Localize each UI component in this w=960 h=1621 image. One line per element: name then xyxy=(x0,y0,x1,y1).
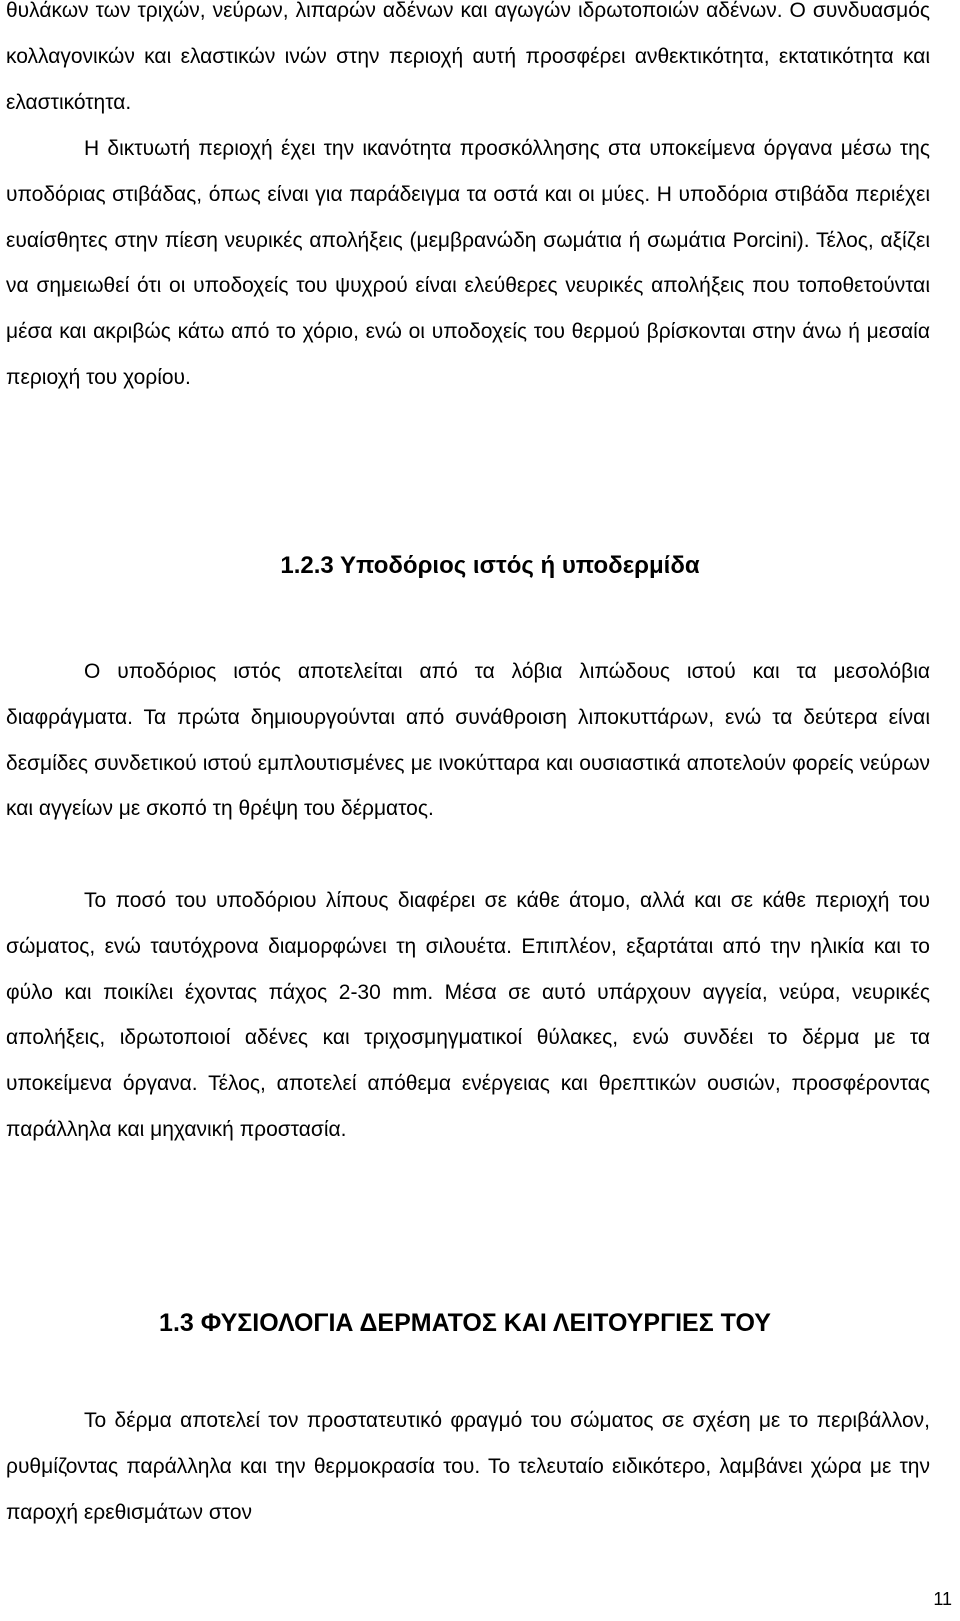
skin-physiology-paragraph: Το δέρμα αποτελεί τον προστατευτικό φραγμό του σώματος σε σχέση με το περιβάλλον, ρυθμίζοντας παράλληλα και την θερμοκρασία του. Το τελευταίο ειδικότερο, λαμβάνει χώρα με την παροχή ερεθισμάτων στον xyxy=(6,1409,930,1524)
section-heading-1-2-3: 1.2.3 Υποδόριος ιστός ή υποδερμίδα xyxy=(280,552,700,579)
subcutaneous-paragraph-2: Το ποσό του υποδόριου λίπους διαφέρει σε κάθε άτομο, αλλά και σε κάθε περιοχή του σώματος, ενώ ταυτόχρονα διαμορφώνει τη σιλουέτα. Επιπλέον, εξαρτάται από την ηλικία και το φύλο και ποικίλει έχοντας πάχος 2-30 mm. Μέσα σε αυτό υπάρχουν αγγεία, νεύρα, νευρικές απολήξεις, ιδρωτοποιοί αδένες και τριχοσμηγματικοί θύλακες, ενώ συνδέει το δέρμα με τα υποκείμενα όργανα. Τέλος, αποτελεί απόθεμα ενέργειας και θρεπτικών ουσιών, προσφέροντας παράλληλα και μηχανική προστασία. xyxy=(6,889,930,1141)
reticular-region-paragraph: Η δικτυωτή περιοχή έχει την ικανότητα προσκόλλησης στα υποκείμενα όργανα μέσω της υποδόριας στιβάδας, όπως είναι για παράδειγμα τα οστά και οι μύες. Η υποδόρια στιβάδα περιέχει ευαίσθητες στην πίεση νευρικές απολήξεις (μεμβρανώδη σωμάτια ή σωμάτια Porcini). Τέλος, αξίζει να σημειωθεί ότι οι υποδοχείς του ψυχρού είναι ελεύθερες νευρικές απολήξεις που τοποθετούνται μέσα και ακριβώς κάτω από το χόριο, ενώ οι υποδοχείς του θερμού βρίσκονται στην άνω ή μεσαία περιοχή του χορίου. xyxy=(6,137,930,389)
subcutaneous-paragraph-1: Ο υποδόριος ιστός αποτελείται από τα λόβια λιπώδους ιστού και τα μεσολόβια διαφράγματα. Τα πρώτα δημιουργούνται από συνάθροιση λιποκυττάρων, ενώ τα δεύτερα είναι δεσμίδες συνδετικού ιστού εμπλουτισμένες με ινοκύτταρα και ουσιαστικά αποτελούν φορείς νεύρων και αγγείων με σκοπό τη θρέψη του δέρματος. xyxy=(6,660,930,821)
page-number: 11 xyxy=(933,1589,952,1609)
continued-paragraph: θυλάκων των τριχών, νεύρων, λιπαρών αδένων και αγωγών ιδρωτοποιών αδένων. Ο συνδυασμός κολλαγονικών και ελαστικών ινών στην περιοχή αυτή προσφέρει ανθεκτικότητα, εκτατικότητα και ελαστικότητα. xyxy=(6,0,930,114)
section-heading-1-3: 1.3 ΦΥΣΙΟΛΟΓΙΑ ΔΕΡΜΑΤΟΣ ΚΑΙ ΛΕΙΤΟΥΡΓΙΕΣ ΤΟΥ xyxy=(159,1309,771,1337)
